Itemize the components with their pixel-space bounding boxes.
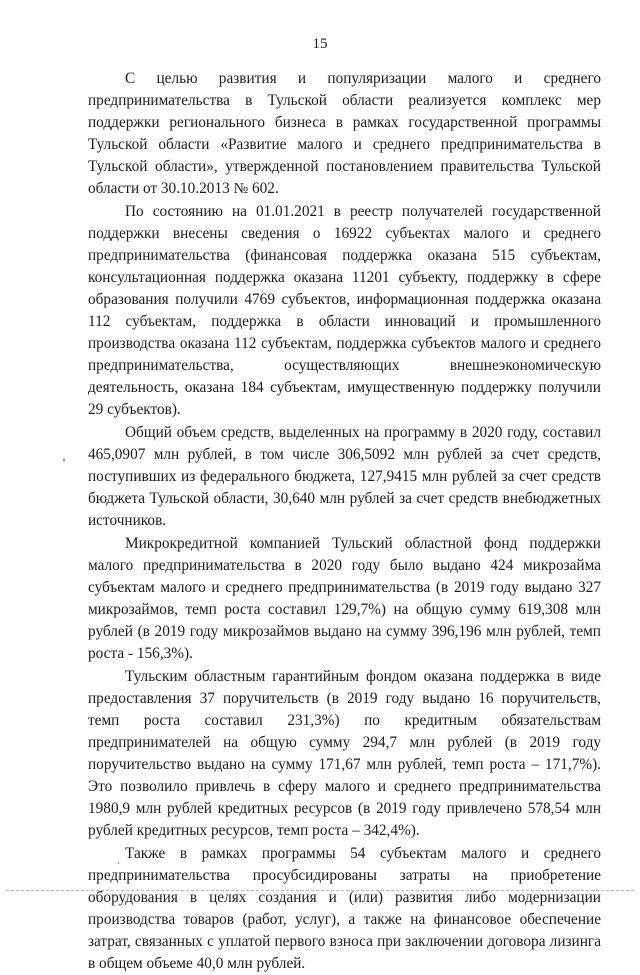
scan-speck [63, 459, 65, 461]
paragraph-guarantee-fund: Тульским областным гарантийным фондом оказана поддержка в виде предоставления 37 поручительств (в 2019 году выдано 16 поручительств, темп роста составил 231,3%) по кредитным обязательствам предпринимателей на общую сумму 294,7 млн рублей (в 2019 году поручительство выдано на сумму 171,67 млн рублей, темп роста – 171,7%). Это позволило привлечь в сферу малого и среднего предпринимательства 1980,9 млн рублей кредитных ресурсов (в 2019 году привлечено 578,54 млн рублей кредитных ресурсов, темп роста – 342,4%). [88, 668, 601, 839]
paragraph-program-funding: Общий объем средств, выделенных на программу в 2020 году, составил 465,0907 млн рублей, в том числе 306,5092 млн рублей за счет средств, поступивших из федерального бюджета, 127,9415 млн рублей за счет средств бюджета Тульской области, 30,640 млн рублей за счет средств внебюджетных источников. [88, 424, 601, 529]
scan-footer-dots [6, 890, 634, 893]
paragraph-equipment-subsidies: Также в рамках программы 54 субъектам малого и среднего предпринимательства просубсидированы затраты на приобретение оборудования в целях создания и (или) развития либо модернизации производства товаров (работ, услуг), а также на финансовое обеспечение затрат, связанных с уплатой первого взноса при заключении договора лизинга в общем объеме 40,0 млн рублей. [88, 845, 601, 972]
page-number: 15 [312, 36, 328, 52]
document-body [88, 68, 601, 975]
paragraph-microloans: Микрокредитной компанией Тульский областной фонд поддержки малого предпринимательства в 2020 году было выдано 424 микрозайма субъектам малого и среднего предпринимательства (в 2019 году выдано 327 микрозаймов, темп роста составил 129,7%) на общую сумму 619,308 млн рублей (в 2019 году микрозаймов выдано на сумму 396,196 млн рублей, темп роста - 156,3%). [88, 535, 601, 662]
paragraph-support-registry: По состоянию на 01.01.2021 в реестр получателей государственной поддержки внесены сведения о 16922 субъектах малого и среднего предпринимательства (финансовая поддержка оказана 515 субъектам, консультационная поддержка оказана 11201 субъекту, поддержку в сфере образования получили 4769 субъектов, информационная поддержка оказана 112 субъектам, поддержка в области инноваций и промышленного производства оказана 112 субъектам, поддержка субъектов малого и среднего предпринимательства, осуществляющих внешнеэкономическую деятельность, оказана 184 субъектам, имущественную поддержку получили 29 субъектов). [88, 203, 601, 418]
paragraph-program-intro: С целью развития и популяризации малого и среднего предпринимательства в Тульской области реализуется комплекс мер поддержки регионального бизнеса в рамках государственной программы Тульской области «Развитие малого и среднего предпринимательства в Тульской области», утвержденной постановлением правительства Тульской области от 30.10.2013 № 602. [88, 70, 601, 197]
scan-speck [118, 862, 119, 864]
